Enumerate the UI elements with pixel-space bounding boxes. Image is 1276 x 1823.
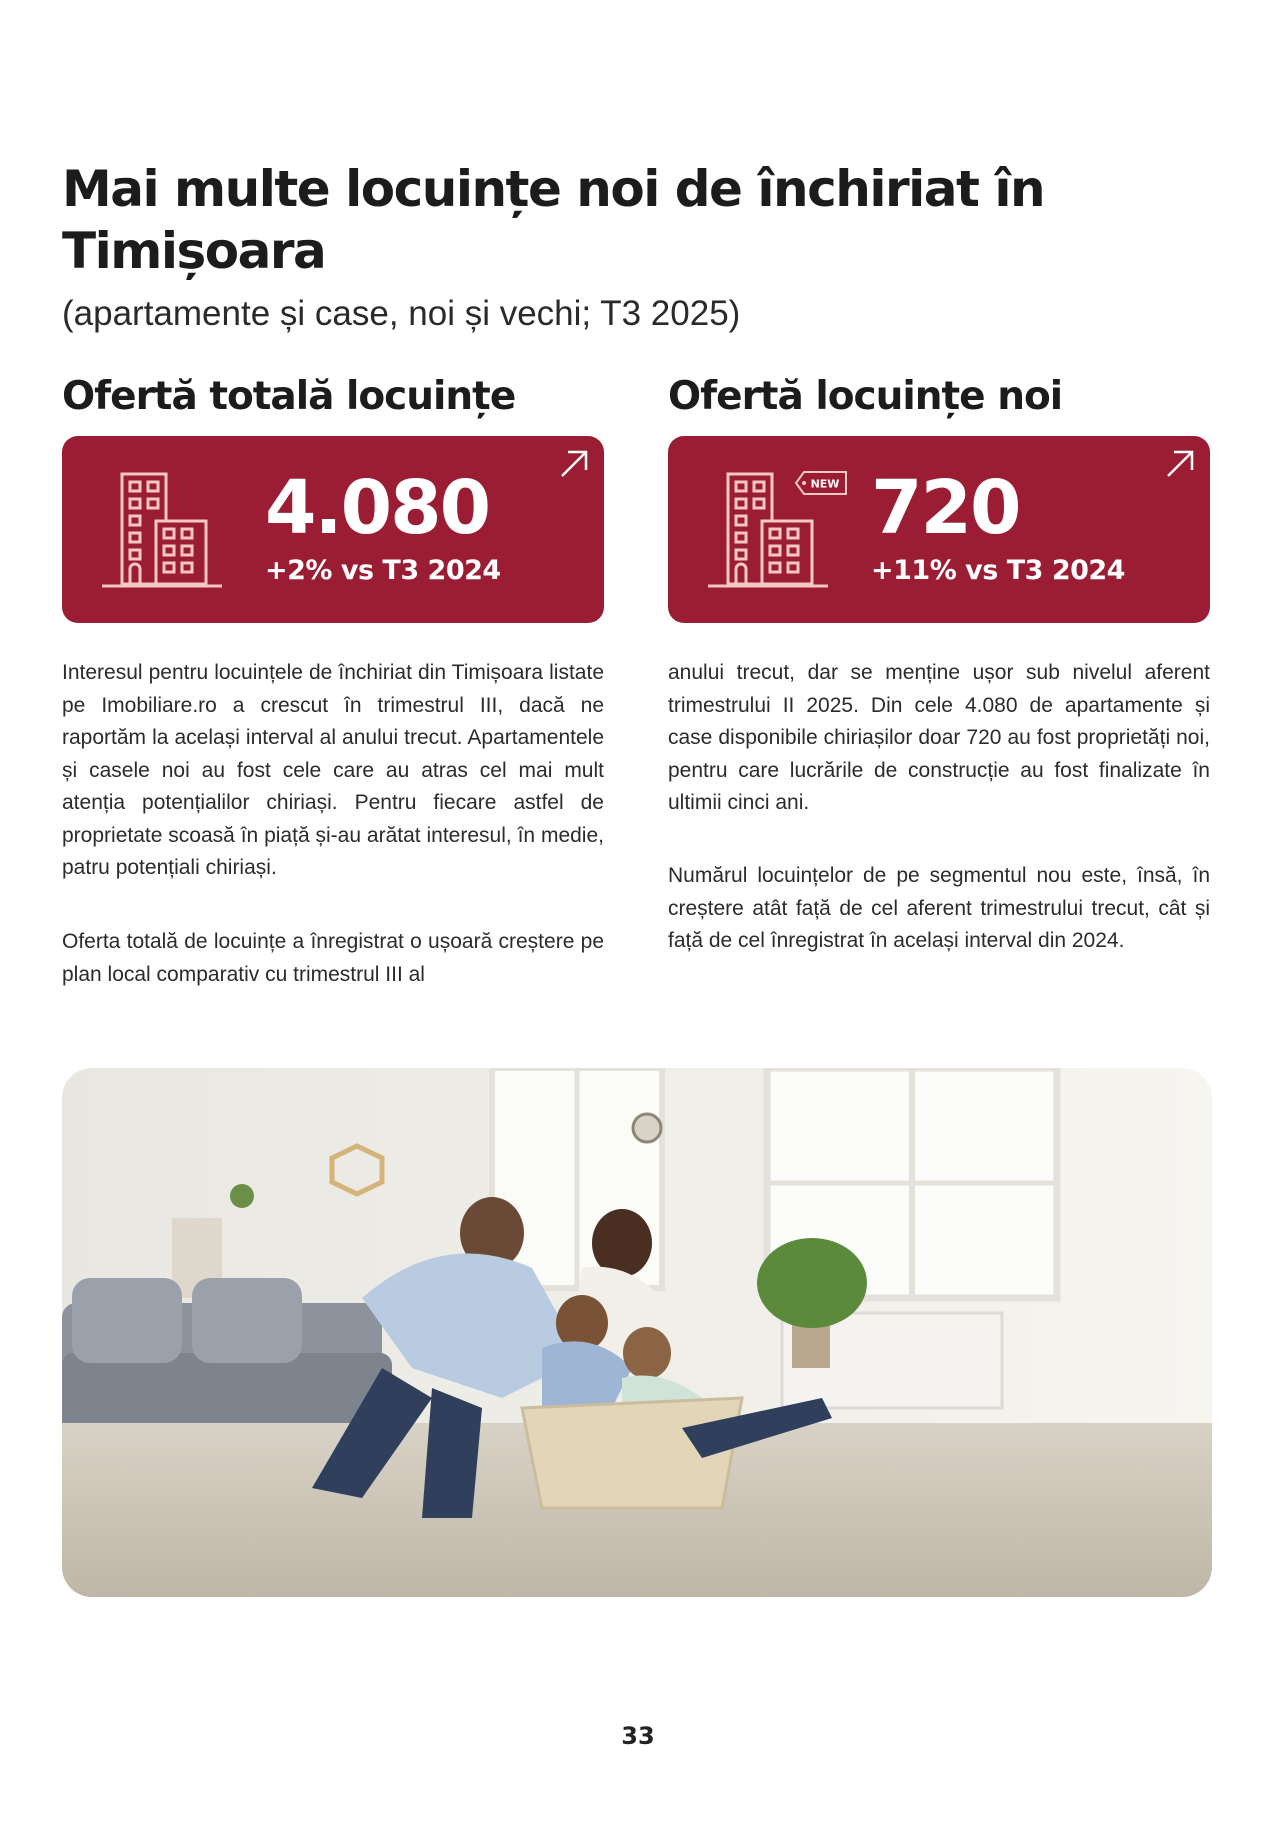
page-number: 33: [621, 1722, 655, 1750]
total-offer-value: 4.080: [265, 465, 490, 551]
new-badge-text: NEW: [810, 477, 840, 491]
page-title: Mai multe locuințe noi de închiriat în Timișoara: [62, 160, 1045, 280]
total-offer-heading: Ofertă totală locuințe: [62, 374, 516, 419]
arrow-up-right-icon: [556, 446, 592, 482]
building-icon: [96, 466, 224, 594]
new-tag-icon: [794, 470, 848, 496]
body-paragraph: Numărul locuințelor de pe segmentul nou este, însă, în creștere atât față de cel aferent trimestrului trecut, cât și față de cel înregistrat în același interval din 2024.: [668, 864, 1210, 952]
new-offer-value: 720: [871, 465, 1020, 551]
total-offer-change: +2% vs T3 2024: [265, 555, 501, 586]
family-photo: [62, 1068, 1212, 1597]
body-paragraph: anului trecut, dar se menține ușor sub nivelul aferent trimestrului II 2025. Din cele 4.080 de apartamente și case disponibile chiriașilor doar 720 au fost proprietăți noi, pentru care lucrările de construcție au fost finalizate în ultimii cinci ani.: [668, 661, 1210, 814]
new-offer-card: [668, 436, 1210, 623]
new-offer-heading: Ofertă locuințe noi: [668, 374, 1063, 419]
new-offer-change: +11% vs T3 2024: [871, 555, 1125, 586]
body-paragraph: Interesul pentru locuințele de închiriat din Timișoara listate pe Imobiliare.ro a crescut în trimestrul III, dacă ne raportăm la același interval al anului trecut. Apartamentele și casele noi au fost cele care au atras cel mai mult atenția potențialilor chiriași. Pentru fiecare astfel de proprietate scoasă în piață și-au arătat interesul, în medie, patru potențiali chiriași.: [62, 661, 604, 879]
total-offer-card: [62, 436, 604, 623]
arrow-up-right-icon: [1162, 446, 1198, 482]
body-paragraph: Oferta totală de locuințe a înregistrat o ușoară creștere pe plan local comparativ cu trimestrul III al: [62, 930, 604, 986]
page-subtitle: (apartamente și case, noi și vechi; T3 2025): [62, 294, 741, 333]
